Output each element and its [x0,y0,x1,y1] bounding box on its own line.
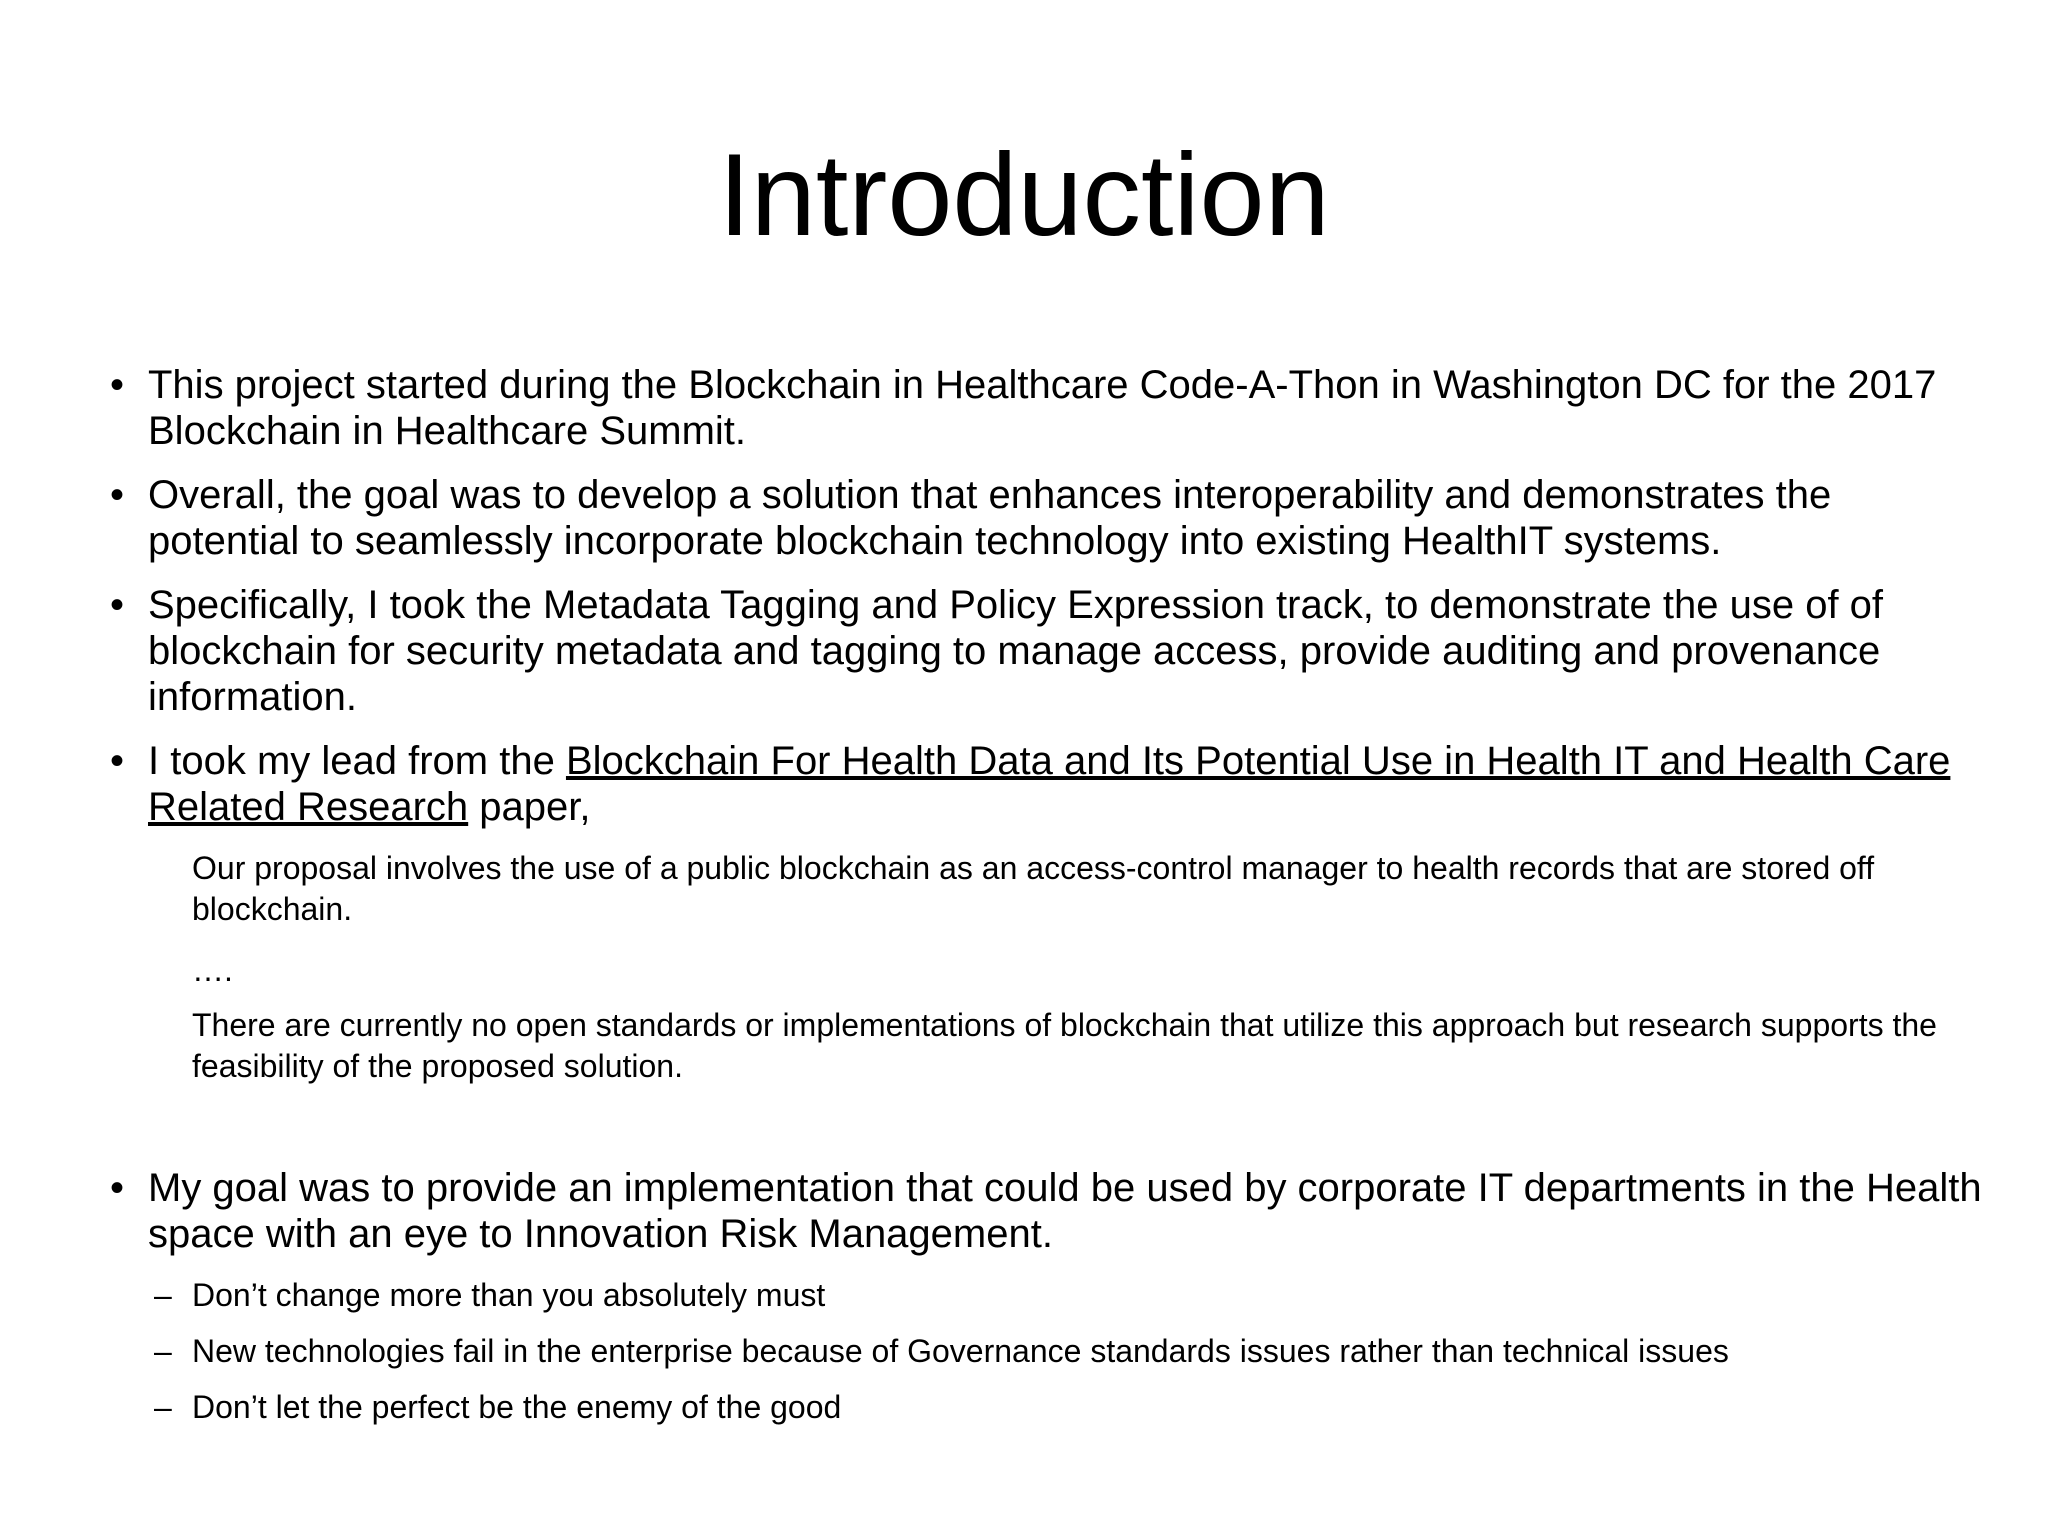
bullet-item [104,1165,1984,1257]
bullet-item [104,738,1984,830]
bullet-text: Specifically, I took the Metadata Tagging and Policy Expression track, to demonstrate the use of of blockchain for security metadata and tagging to manage access, provide auditing and provenance information. [148,583,1884,719]
sub-bullet-item [104,1275,1984,1316]
quote-paragraph: There are currently no open standards or implementations of blockchain that utilize this approach but research supports the feasibility of the proposed solution. [192,1007,1937,1084]
bullet-item [104,472,1984,564]
bullet-dot-icon: • [110,473,125,517]
bullet-item [104,362,1984,454]
paper-link[interactable]: Blockchain For Health Data and Its Potential Use in Health IT and Health Care Related Research [148,739,1951,829]
bullet-text-suffix: paper, [468,785,591,829]
sub-bullet-item [104,1387,1984,1428]
quote-ellipsis: …. [192,952,233,988]
bullet-dot-icon: • [110,583,125,627]
sub-bullet-text: Don’t let the perfect be the enemy of the good [192,1389,842,1425]
slide-body [104,362,1984,1443]
bullet-dot-icon: • [110,1166,125,1210]
quote-paragraph: Our proposal involves the use of a public blockchain as an access-control manager to health records that are stored off blockchain. [192,850,1875,927]
sub-bullet-text: New technologies fail in the enterprise because of Governance standards issues rather than technical issues [192,1333,1729,1369]
dash-icon: – [154,1277,172,1313]
bullet-dot-icon: • [110,363,125,407]
dash-icon: – [154,1333,172,1369]
bullet-text-prefix: I took my lead from the [148,739,566,783]
sub-bullet-text: Don’t change more than you absolutely must [192,1277,826,1313]
bullet-item [104,582,1984,720]
bullet-text: This project started during the Blockchain in Healthcare Code-A-Thon in Washington DC for the 2017 Blockchain in Healthcare Summit. [148,363,1937,453]
dash-icon: – [154,1389,172,1425]
bullet-text: My goal was to provide an implementation that could be used by corporate IT departments in the Health space with an eye to Innovation Risk Management. [148,1166,1982,1256]
sub-bullet-item [104,1331,1984,1372]
bullet-text: Overall, the goal was to develop a solution that enhances interoperability and demonstrates the potential to seamlessly incorporate blockchain technology into existing HealthIT systems. [148,473,1832,563]
slide-title: Introduction [718,129,1330,260]
bullet-dot-icon: • [110,739,125,783]
